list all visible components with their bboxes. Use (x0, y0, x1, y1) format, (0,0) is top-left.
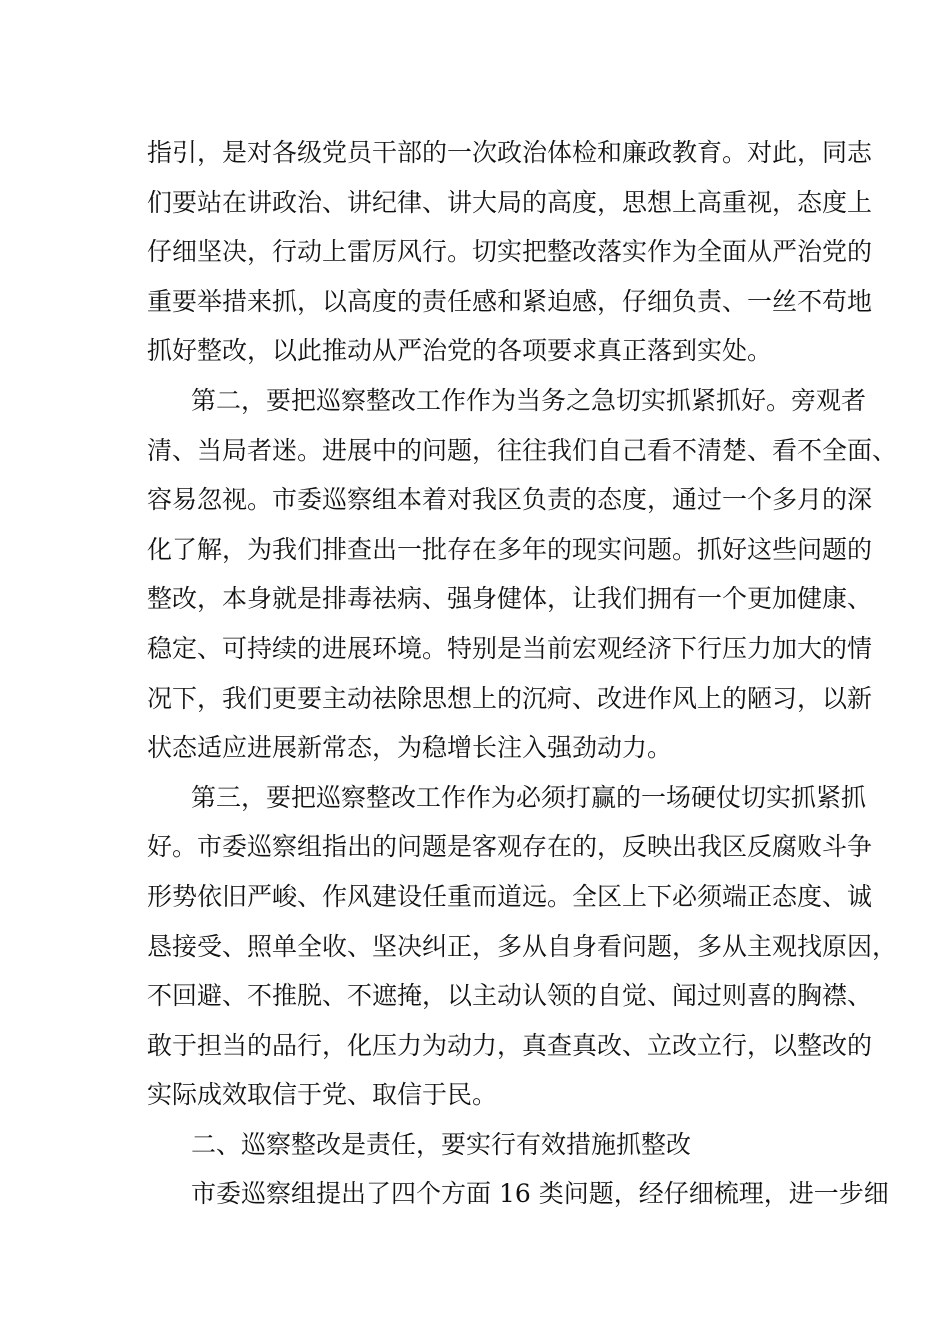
text-line: 们要站在讲政治、讲纪律、讲大局的高度，思想上高重视，态度上 (147, 187, 873, 217)
text-line: 恳接受、照单全收、坚决纠正，多从自身看问题，多从主观找原因， (147, 931, 898, 961)
text-line: 容易忽视。市委巡察组本着对我区负责的态度，通过一个多月的深 (147, 485, 873, 515)
text-line: 化了解，为我们排查出一批存在多年的现实问题。抓好这些问题的 (147, 534, 873, 564)
text-line: 重要举措来抓，以高度的责任感和紧迫感，仔细负责、一丝不苟地 (147, 286, 873, 316)
text-line: 清、当局者迷。进展中的问题，往往我们自己看不清楚、看不全面、 (147, 435, 898, 465)
text-line: 仔细坚决，行动上雷厉风行。切实把整改落实作为全面从严治党的 (147, 237, 873, 267)
text-line: 抓好整改，以此推动从严治党的各项要求真正落到实处。 (147, 336, 773, 366)
document-body (147, 128, 898, 1219)
text-line: 敢于担当的品行，化压力为动力，真查真改、立改立行，以整改的 (147, 1030, 873, 1060)
text-line: 好。市委巡察组指出的问题是客观存在的，反映出我区反腐败斗争 (147, 832, 873, 862)
paragraph-first-line: 第三，要把巡察整改工作作为必须打赢的一场硬仗切实抓紧抓 (191, 782, 867, 812)
paragraph-first-line: 市委巡察组提出了四个方面 16 类问题，经仔细梳理，进一步细 (191, 1179, 889, 1209)
text-line: 形势依旧严峻、作风建设任重而道远。全区上下必须端正态度、诚 (147, 881, 873, 911)
text-line: 指引，是对各级党员干部的一次政治体检和廉政教育。对此，同志 (147, 138, 873, 167)
text-line: 稳定、可持续的进展环境。特别是当前宏观经济下行压力加大的情 (147, 633, 873, 663)
text-line: 状态适应进展新常态，为稳增长注入强劲动力。 (147, 733, 673, 763)
text-line: 整改，本身就是排毒祛病、强身健体，让我们拥有一个更加健康、 (147, 584, 873, 614)
text-line: 不回避、不推脱、不遮掩，以主动认领的自觉、闻过则喜的胸襟、 (147, 981, 873, 1011)
text-line: 况下，我们更要主动祛除思想上的沉疴、改进作风上的陋习，以新 (147, 683, 873, 713)
section-heading: 二、巡察整改是责任，要实行有效措施抓整改 (191, 1129, 692, 1159)
text-line: 实际成效取信于党、取信于民。 (147, 1080, 498, 1110)
paragraph-first-line: 第二，要把巡察整改工作作为当务之急切实抓紧抓好。旁观者 (191, 385, 867, 415)
